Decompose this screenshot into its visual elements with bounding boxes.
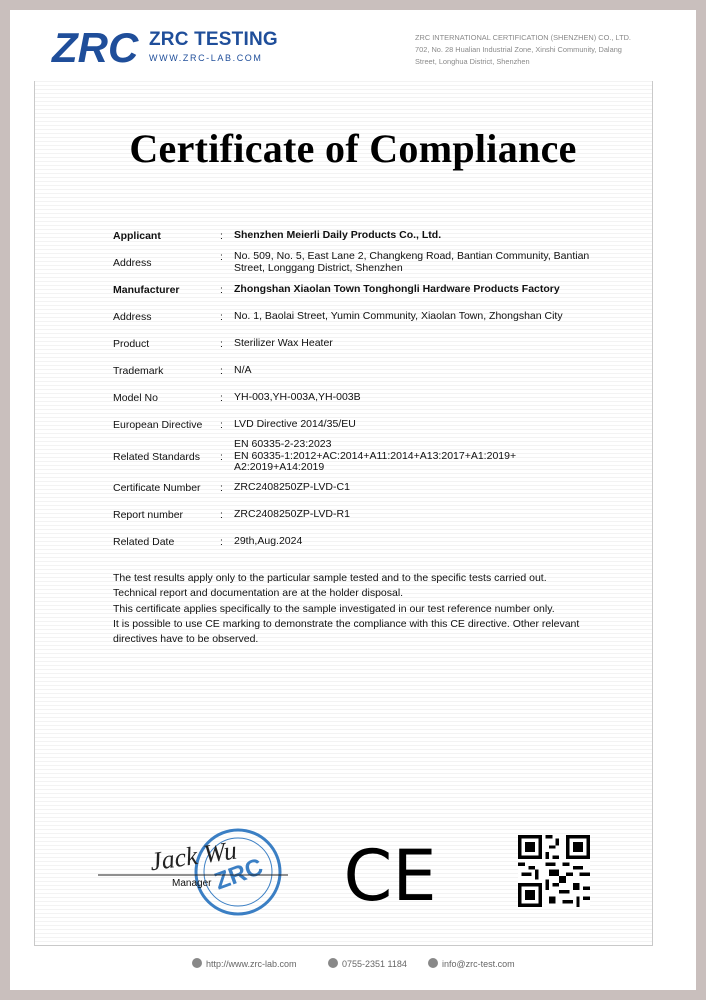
- field-colon: :: [220, 338, 223, 350]
- field-label-address: Address: [113, 257, 152, 269]
- field-value-product: Sterilizer Wax Heater: [234, 337, 333, 349]
- brand-url: WWW.ZRC-LAB.COM: [149, 53, 263, 63]
- note-line: It is possible to use CE marking to demonstrate the compliance with this CE directive. Other relevant directives have to be observed.: [113, 617, 580, 646]
- footer-website[interactable]: [192, 958, 297, 969]
- note-line: This certificate applies specifically to the sample investigated in our test reference number only.: [113, 602, 555, 615]
- ce-mark-icon: [340, 838, 440, 906]
- field-label-address: Address: [113, 311, 152, 323]
- field-value-address: No. 509, No. 5, East Lane 2, Changkeng Road, Bantian Community, Bantian Street, Longgang District, Shenzhen: [234, 250, 590, 274]
- footer-phone: [328, 958, 407, 969]
- field-colon: :: [220, 509, 223, 521]
- field-value-manufacturer: Zhongshan Xiaolan Town Tonghongli Hardware Products Factory: [234, 283, 560, 295]
- field-label-model: Model No: [113, 392, 158, 404]
- field-colon: :: [220, 536, 223, 548]
- note-line: The test results apply only to the particular sample tested and to the specific tests carried out.: [113, 572, 547, 584]
- field-value-standards: EN 60335-2-23:2023 EN 60335-1:2012+AC:2014+A11:2014+A13:2017+A1:2019+ A2:2019+A14:2019: [234, 438, 517, 473]
- field-label-certificate-number: Certificate Number: [113, 482, 201, 494]
- field-label-manufacturer: Manufacturer: [113, 284, 180, 296]
- field-label-directive: European Directive: [113, 419, 203, 431]
- field-label-product: Product: [113, 338, 150, 350]
- field-label-report-number: Report number: [113, 509, 184, 521]
- company-line: 702, No. 28 Hualian Industrial Zone, Xinshi Community, Dalang: [415, 45, 622, 54]
- field-colon: :: [220, 284, 223, 296]
- company-line: Street, Longhua District, Shenzhen: [415, 57, 530, 66]
- field-value-report-number: ZRC2408250ZP-LVD-R1: [234, 508, 350, 520]
- field-label-standards: Related Standards: [113, 451, 200, 463]
- field-colon: :: [220, 230, 223, 242]
- signature-icon: Jack Wu: [148, 835, 239, 877]
- certificate-notes: [113, 571, 583, 647]
- field-colon: :: [220, 251, 223, 263]
- brand-name: ZRC TESTING: [149, 29, 278, 50]
- signature-stamp: [98, 820, 298, 930]
- svg-text:CE: CE: [343, 838, 437, 906]
- globe-icon: [192, 958, 202, 968]
- phone-text: 0755-2351 1184: [342, 959, 407, 969]
- field-colon: :: [220, 311, 223, 323]
- field-value-date: 29th,Aug.2024: [234, 535, 303, 547]
- field-colon: :: [220, 451, 223, 463]
- footer-email[interactable]: [428, 958, 515, 969]
- field-value-directive: LVD Directive 2014/35/EU: [234, 418, 356, 430]
- manager-label: Manager: [172, 878, 212, 889]
- field-colon: :: [220, 482, 223, 494]
- field-value-certificate-number: ZRC2408250ZP-LVD-C1: [234, 481, 350, 493]
- field-value-model: YH-003,YH-003A,YH-003B: [234, 391, 361, 403]
- note-line: Technical report and documentation are at the holder disposal.: [113, 587, 404, 600]
- svg-text:ZRC: ZRC: [52, 24, 139, 71]
- field-label-trademark: Trademark: [113, 365, 164, 377]
- phone-icon: [328, 958, 338, 968]
- company-line: ZRC INTERNATIONAL CERTIFICATION (SHENZHEN) CO., LTD.: [415, 33, 631, 42]
- field-colon: :: [220, 419, 223, 431]
- field-label-date: Related Date: [113, 536, 175, 548]
- website-text: http://www.zrc-lab.com: [206, 959, 297, 969]
- mail-icon: [428, 958, 438, 968]
- field-value-applicant: Shenzhen Meierli Daily Products Co., Ltd.: [234, 229, 442, 241]
- email-text: info@zrc-test.com: [442, 959, 515, 969]
- field-label-applicant: Applicant: [113, 230, 161, 242]
- qr-code-icon: [518, 835, 590, 907]
- field-colon: :: [220, 365, 223, 377]
- field-colon: :: [220, 392, 223, 404]
- field-value-trademark: N/A: [234, 364, 252, 376]
- svg-text:ZRC: ZRC: [211, 853, 267, 896]
- field-value-address: No. 1, Baolai Street, Yumin Community, Xiaolan Town, Zhongshan City: [234, 310, 563, 322]
- certificate-title: Certificate of Compliance: [129, 126, 577, 171]
- company-info: [415, 32, 665, 68]
